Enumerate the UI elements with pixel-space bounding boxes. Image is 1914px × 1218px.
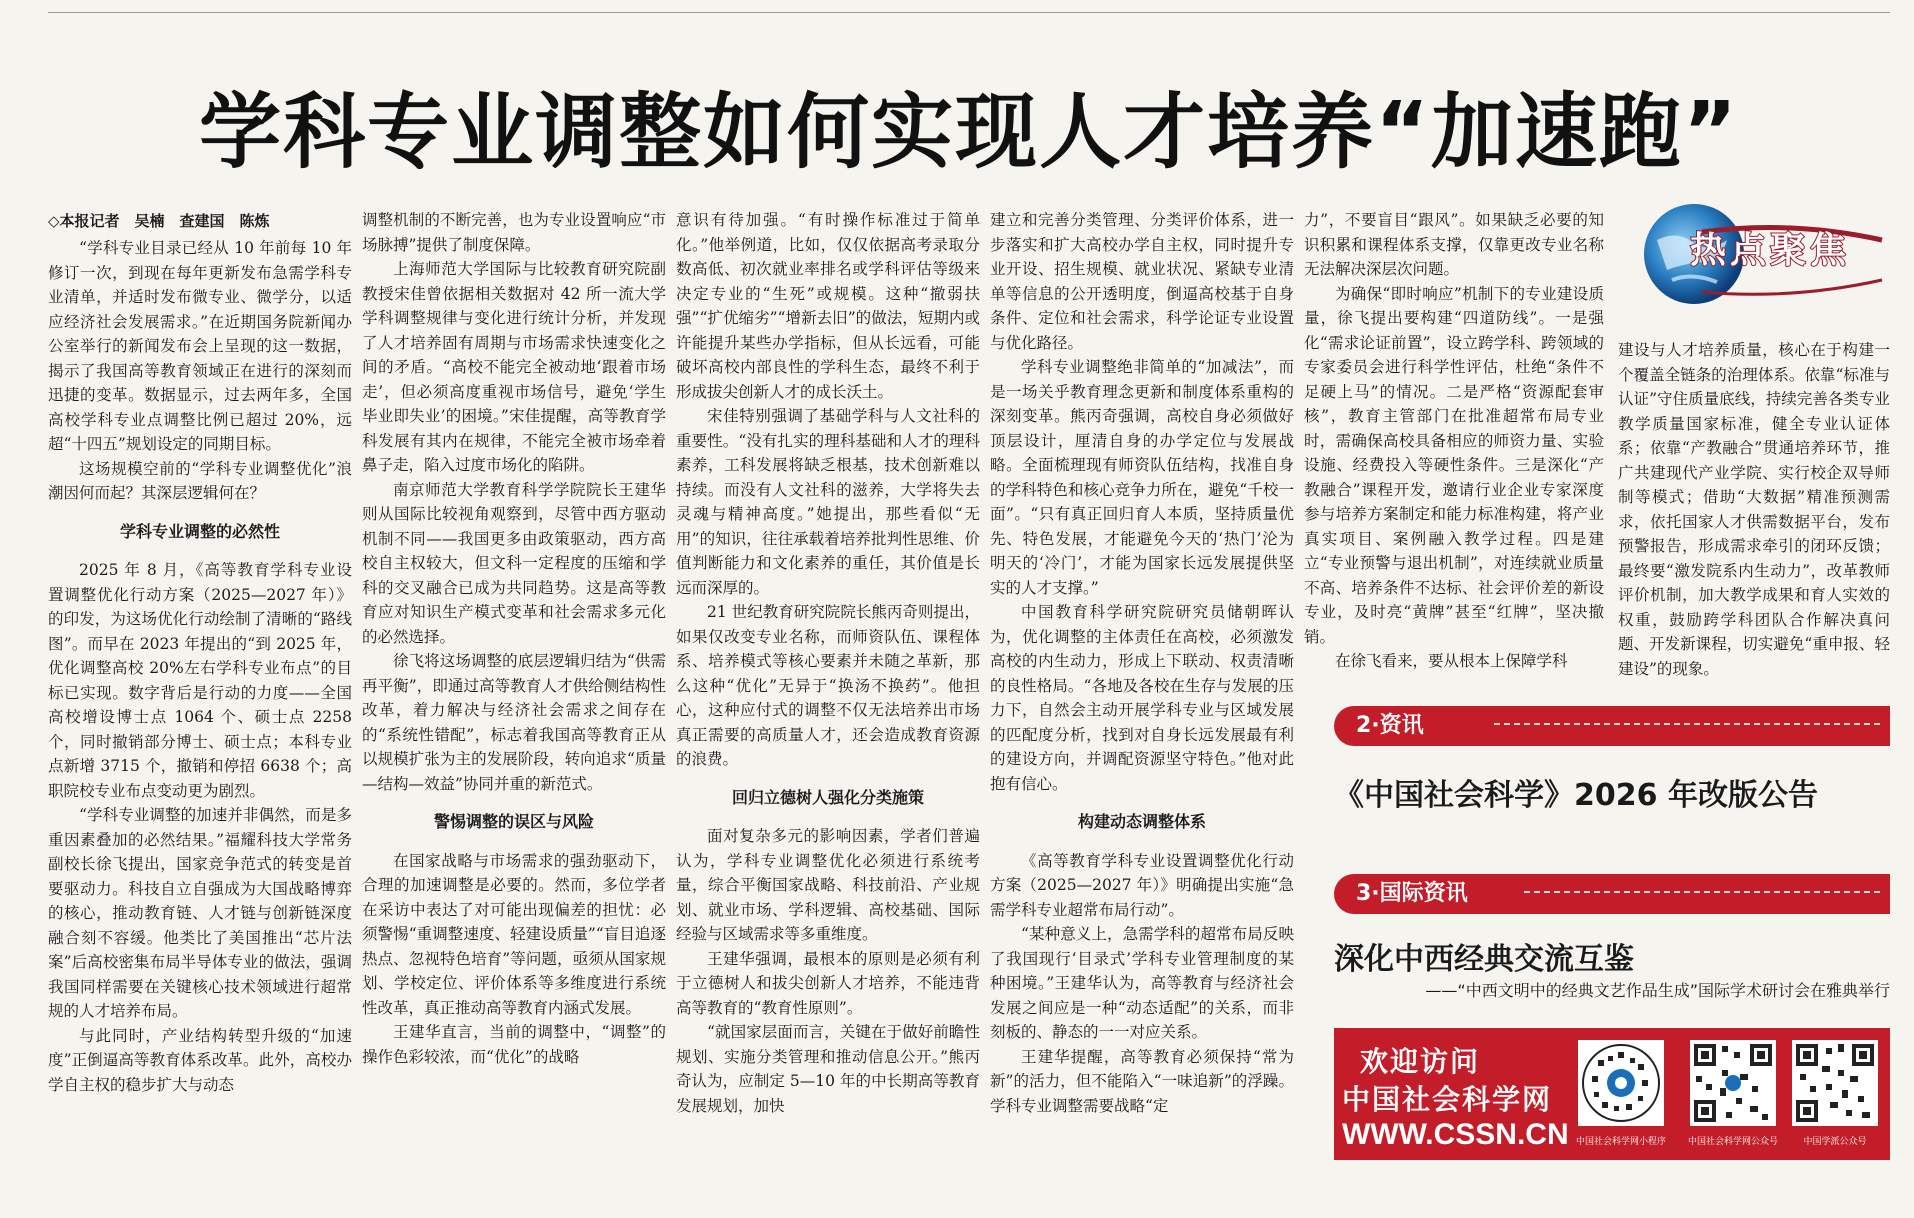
article-paragraph: 宋佳特别强调了基础学科与人文社科的重要性。“没有扎实的理科基础和人才的理科素养，工科发展将缺乏根基，技术创新难以持续。而没有人文社科的滋养，大学将失去灵魂与精神高度。”她提出，那些看似“无用”的知识，往往承载着培养批判性思维、价值判断能力和文化素养的重任，其价值是长远而深厚的。	[676, 407, 980, 597]
byline: ◇本报记者 吴楠 查建国 陈炼	[48, 212, 270, 230]
article-column-1	[48, 236, 352, 1208]
article-column-2	[362, 208, 666, 1208]
article-paragraph: 面对复杂多元的影响因素，学者们普遍认为，学科专业调整优化必须进行系统考量，综合平衡国家战略、科技前沿、产业规划、就业市场、学科逻辑、高校基础、国际经验与区域需求等多重维度。	[676, 827, 980, 943]
article-paragraph: 在国家战略与市场需求的强劲驱动下，合理的加速调整是必要的。然而，多位学者在采访中表达了对可能出现偏差的担忧：必须警惕“重调整速度、轻建设质量”“盲目追逐热点、忽视特色培育”等问题，亟须从国家规划、学校定位、评价体系等多维度进行系统性改革，真正推动高等教育内涵式发展。	[362, 851, 666, 1017]
article-paragraph: 南京师范大学教育科学学院院长王建华则从国际比较视角观察到，尽管中西方驱动机制不同——我国更多由政策驱动，西方高校自主权较大，但文科一定程度的压缩和学科的交叉融合已成为共同趋势。这是高等教育应对知识生产模式变革和社会需求多元化的必然选择。	[362, 480, 666, 646]
article-paragraph: 中国教育科学研究院研究员储朝晖认为，优化调整的主体责任在高校，必须激发高校的内生动力，形成上下联动、权责清晰的良性格局。“各地及各校在生存与发展的压力下，自然会主动开展学科专业与区域发展的匹配度分析，找到对自身长远发展最有利的建设方向，并调配资源坚守特色。”他对此抱有信心。	[990, 603, 1294, 793]
headline: 学科专业调整如何实现人才培养“加速跑”	[199, 85, 1739, 180]
article-paragraph: “就国家层面而言，关键在于做好前瞻性规划、实施分类管理和推动信息公开。”熊丙奇认为，应制定 5—10 年的中长期高等教育发展规划，加快	[676, 1023, 980, 1115]
ad-welcome: 欢迎访问	[1360, 1045, 1481, 1078]
article-column-6	[1618, 338, 1890, 678]
section-subheading: 构建动态调整体系	[1077, 812, 1206, 831]
article-paragraph: 上海师范大学国际与比较教育研究院副教授宋佳曾依据相关数据对 42 所一流大学学科调整规律与变化进行统计分析，并发现了人才培养固有周期与市场需求快速变化之间的矛盾。“高校不能完全被动地‘跟着市场走’，但必须高度重视市场信号，避免‘学生毕业即失业’的困境。”宋佳提醒，高等教育学科发展有其内在规律，不能完全被市场牵着鼻子走，陷入过度市场化的陷阱。	[362, 260, 666, 474]
article-paragraph: 王建华直言，当前的调整中，“调整”的操作色彩较浓，而“优化”的战略	[362, 1023, 666, 1066]
article-paragraph: “学科专业目录已经从 10 年前每 10 年修订一次，到现在每年更新发布急需学科专业清单，并适时发布微专业、微学分，以适应经济社会发展需求。”在近期国务院新闻办公室举行的新闻发布会上呈现的这一数据，揭示了我国高等教育领域正在进行的深刻而迅捷的变革。数据显示，过去两年多，全国高校学科专业点调整比例已超过 20%，远超“十四五”规划设定的同期目标。	[48, 239, 352, 453]
section-divider	[1524, 891, 1880, 899]
article-paragraph: 力”，不要盲目“跟风”。如果缺乏必要的知识积累和课程体系支撑，仅靠更改专业名称无法解决深层次问题。	[1304, 211, 1604, 278]
article-paragraph: “某种意义上，急需学科的超常布局反映了我国现行‘目录式’学科专业管理制度的某种困境。”王建华认为，高等教育与经济社会发展之间应是一种“动态适配”的关系，而非刻板的、静态的一一对应关系。	[990, 925, 1294, 1041]
article-paragraph: 为确保“即时响应”机制下的专业建设质量，徐飞提出要构建“四道防线”。一是强化“需求论证前置”，设立跨学科、跨领域的专家委员会进行科学性评估，杜绝“条件不足硬上马”的情况。二是严格“资源配套审核”，教育主管部门在批准超常布局专业时，需确保高校具备相应的师资力量、实验设施、经费投入等硬性条件。三是深化“产教融合”课程开发，邀请行业企业专家深度参与培养方案制定和能力标准构建，将产业真实项目、案例融入教学过程。四是建立“专业预警与退出机制”，对连续就业质量不高、培养条件不达标、社会评价差的新设专业，及时亮“黄牌”甚至“红牌”，坚决撤销。	[1304, 284, 1604, 646]
section-subheading: 学科专业调整的必然性	[119, 521, 280, 541]
intl-news-title: 深化中西经典交流互鉴	[1334, 942, 1634, 977]
article-paragraph: 意识有待加强。“有时操作标准过于简单化。”他举例道，比如，仅仅依据高考录取分数高低、初次就业率排名或学科评估等级来决定专业的“生死”或规模。这种“撤弱扶强”“扩优缩劣”“增新去旧”的做法，短期内或许能提升某些办学指标，但从长远看，可能破坏高校内部良性的学科生态，最终不利于形成拔尖创新人才的成长沃土。	[676, 211, 980, 401]
article-paragraph: 王建华强调，最根本的原则是必须有利于立德树人和拔尖创新人才培养，不能违背高等教育的“教育性原则”。	[676, 949, 980, 1017]
ad-url: WWW.CSSN.CN	[1342, 1118, 1569, 1151]
article-paragraph: 这场规模空前的“学科专业调整优化”浪潮因何而起？其深层逻辑何在？	[48, 459, 352, 502]
qr-caption-mini-program: 中国社会科学网小程序	[1575, 1137, 1666, 1147]
ad-site-name: 中国社会科学网	[1342, 1083, 1553, 1116]
article-paragraph: 《高等教育学科专业设置调整优化行动方案（2025—2027 年）》明确提出实施“急需学科专业超常布局行动”。	[990, 851, 1294, 919]
article-paragraph: 21 世纪教育研究院院长熊丙奇则提出，如果仅改变专业名称，而师资队伍、课程体系、培养模式等核心要素并未随之革新，那么这种“优化”无异于“换汤不换药”。他担心，这种应付式的调整不仅无法培养出市场真正需要的高质量人才，还会造成教育资源的浪费。	[676, 603, 980, 768]
section-news-label: 2·资讯	[1356, 713, 1424, 738]
section-divider	[1494, 723, 1880, 731]
article-column-5	[1304, 208, 1604, 668]
section-intl-news-bar	[1334, 874, 1890, 914]
article-column-3	[676, 208, 980, 1208]
section-news-bar	[1334, 706, 1890, 746]
top-rule	[48, 12, 1890, 13]
qr-caption-school-account: 中国学派公众号	[1803, 1137, 1867, 1147]
article-paragraph: 学科专业调整绝非简单的“加减法”，而是一场关乎教育理念更新和制度体系重构的深刻变革。熊丙奇强调，高校自身必须做好顶层设计，厘清自身的办学定位与发展战略。全面梳理现有师资队伍结构，找准自身的学科特色和核心竞争力所在，避免“千校一面”。“只有真正回归育人本质，坚持质量优先、特色发展，才能避免今天的‘热门’沦为明天的‘冷门’，才能为国家长远发展提供坚实的人才支撑。”	[990, 358, 1294, 597]
revision-notice-title: 《中国社会科学》2026 年改版公告	[1334, 778, 1818, 813]
article-paragraph: 王建华提醒，高等教育必须保持“常为新”的活力，但不能陷入“一味追新”的浮躁。学科专业调整需要战略“定	[990, 1047, 1294, 1115]
article-paragraph: 在徐飞看来，要从根本上保障学科	[1335, 652, 1568, 670]
qr-official-account	[1690, 1040, 1776, 1126]
hot-focus-label: 热点聚焦	[1690, 230, 1851, 271]
cssn-ad	[1334, 1028, 1890, 1160]
article-paragraph: “学科专业调整的加速并非偶然，而是多重因素叠加的必然结果。”福耀科技大学常务副校长徐飞提出，国家竞争范式的转变是首要驱动力。科技自立自强成为大国战略博弈的核心，推动教育链、人才链与创新链深度融合刻不容缓。他类比了美国推出“芯片法案”后高校密集布局半导体专业的做法，强调我国同样需要在关键核心技术领域进行超常规的人才培养布局。	[48, 806, 352, 1020]
qr-caption-official-account: 中国社会科学网公众号	[1687, 1137, 1778, 1147]
article-paragraph: 2025 年 8 月，《高等教育学科专业设置调整优化行动方案（2025—2027 年）》的印发，为这场优化行动绘制了清晰的“路线图”。而早在 2023 年提出的“到 2025 年，优化调整高校 20%左右学科专业布点”的目标已实现。数字背后是行动的力度——全国高校增设博士点 1064 个、硕士点 2258 个，同时撤销部分博士、硕士点；本科专业点新增 3715 个，撤销和停招 6638 个；高职院校专业布点变动更为剧烈。	[48, 561, 352, 800]
section-intl-news-label: 3·国际资讯	[1356, 881, 1468, 906]
article-column-4	[990, 208, 1294, 1208]
section-subheading: 警惕调整的误区与风险	[433, 812, 594, 831]
article-paragraph: 徐飞将这场调整的底层逻辑归结为“供需再平衡”，即通过高等教育人才供给侧结构性改革，着力解决与经济社会需求之间存在的“系统性错配”，标志着我国高等教育正从以规模扩张为主的发展阶段，转向追求“质量—结构—效益”协同并重的新范式。	[362, 652, 666, 793]
article-paragraph: 建设与人才培养质量，核心在于构建一个覆盖全链条的治理体系。依靠“标准与认证”守住质量底线，持续完善各类专业教学质量国家标准，健全专业认证体系；依靠“产教融合”贯通培养环节，推广共建现代产业学院、实行校企双导师制等模式；借助“大数据”精准预测需求，依托国家人才供需数据平台，发布预警报告，形成需求牵引的闭环反馈；最终要“激发院系内生动力”，改革教师评价机制，加大教学成果和育人实效的权重，鼓励跨学科团队合作解决真问题、开发新课程，切实避免“重申报、轻建设”的现象。	[1618, 341, 1890, 678]
section-subheading: 回归立德树人强化分类施策	[731, 787, 924, 807]
article-paragraph: 建立和完善分类管理、分类评价体系，进一步落实和扩大高校办学自主权，同时提升专业开设、招生规模、就业状况、紧缺专业清单等信息的公开透明度，倒逼高校基于自身条件、定位和社会需求，科学论证专业设置与优化路径。	[990, 211, 1294, 352]
qr-mini-program	[1578, 1040, 1664, 1126]
article-paragraph: 调整机制的不断完善，也为专业设置响应“市场脉搏”提供了制度保障。	[362, 211, 666, 254]
qr-school-account	[1792, 1040, 1878, 1126]
intl-news-subtitle: ——“中西文明中的经典文艺作品生成”国际学术研讨会在雅典举行	[1425, 981, 1890, 1000]
article-paragraph: 与此同时，产业结构转型升级的“加速度”正倒逼高等教育体系改革。此外，高校办学自主权的稳步扩大与动态	[48, 1026, 352, 1094]
